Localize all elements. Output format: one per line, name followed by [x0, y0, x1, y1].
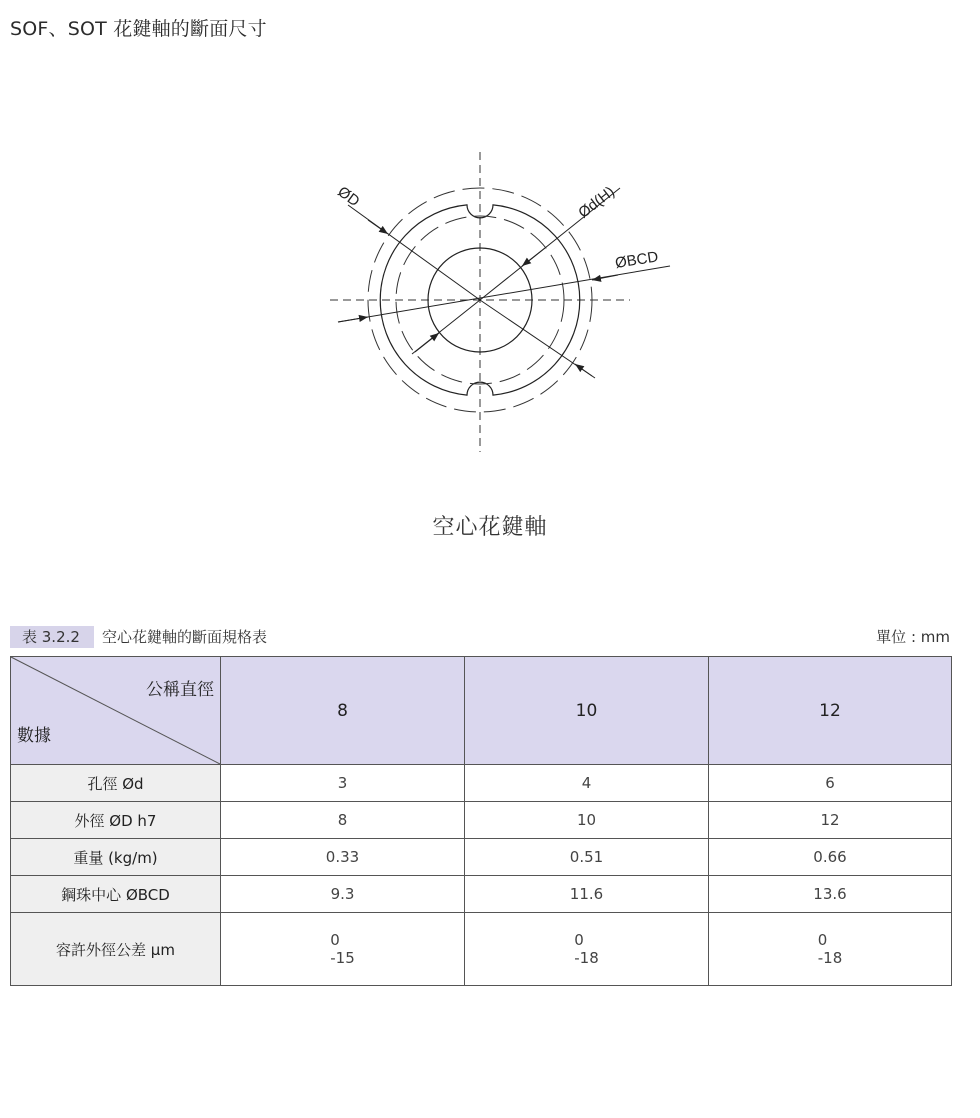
unit-label: 單位 : mm	[876, 628, 950, 646]
tolerance-upper: 0	[574, 931, 584, 949]
column-header: 12	[709, 657, 952, 765]
table-header-row	[11, 657, 952, 765]
row-label: 外徑 ØD h7	[11, 802, 221, 839]
row-label: 鋼珠中心 ØBCD	[11, 876, 221, 913]
table-cell: 6	[709, 765, 952, 802]
table-cell: 10	[465, 802, 709, 839]
table-caption	[10, 626, 950, 648]
tolerance-cell	[465, 913, 709, 986]
table-label	[10, 626, 267, 648]
tolerance-lower: -15	[330, 949, 355, 967]
table-cell: 0.33	[221, 839, 465, 876]
bore-dia-label: Ød(H)	[575, 183, 618, 222]
data-label: 數據	[17, 726, 51, 746]
bcd-label: ØBCD	[613, 248, 660, 272]
column-header: 8	[221, 657, 465, 765]
outer-dia-arrow	[368, 220, 388, 234]
tolerance-lower: -18	[574, 949, 599, 967]
outer-dia-label: ØD	[334, 183, 363, 211]
table-cell: 12	[709, 802, 952, 839]
table-title: 空心花鍵軸的斷面規格表	[101, 628, 267, 646]
table-row	[11, 765, 952, 802]
column-header: 10	[465, 657, 709, 765]
bcd-leader	[338, 266, 670, 322]
nominal-diameter-label: 公稱直徑	[146, 680, 214, 700]
table-cell: 4	[465, 765, 709, 802]
table-cell: 9.3	[221, 876, 465, 913]
table-row	[11, 876, 952, 913]
corner-diagonal	[11, 657, 220, 764]
row-label: 重量 (kg/m)	[11, 839, 221, 876]
table-cell: 0.66	[709, 839, 952, 876]
corner-header	[11, 657, 221, 765]
page-title: SOF、SOT 花鍵軸的斷面尺寸	[10, 18, 267, 40]
table-row	[11, 802, 952, 839]
bcd-arrow-2	[592, 275, 618, 280]
hollow-spline-shaft-section-diagram	[320, 140, 660, 460]
table-cell: 11.6	[465, 876, 709, 913]
table-cell: 0.51	[465, 839, 709, 876]
row-label: 孔徑 Ød	[11, 765, 221, 802]
tolerance-upper: 0	[817, 931, 828, 949]
bcd-arrow	[338, 317, 368, 322]
tolerance-cell	[709, 913, 952, 986]
table-cell: 8	[221, 802, 465, 839]
table-row	[11, 913, 952, 986]
table-cell: 3	[221, 765, 465, 802]
table-row	[11, 839, 952, 876]
diagram-caption: 空心花鍵軸	[432, 515, 548, 540]
tolerance-upper: 0	[330, 931, 340, 949]
bore-dia-arrow	[522, 248, 545, 266]
tolerance-cell	[221, 913, 465, 986]
table-cell: 13.6	[709, 876, 952, 913]
tolerance-lower: -18	[817, 949, 843, 967]
spec-table	[10, 656, 952, 986]
row-label: 容許外徑公差 μm	[11, 913, 221, 986]
table-number: 表 3.2.2	[10, 626, 94, 648]
